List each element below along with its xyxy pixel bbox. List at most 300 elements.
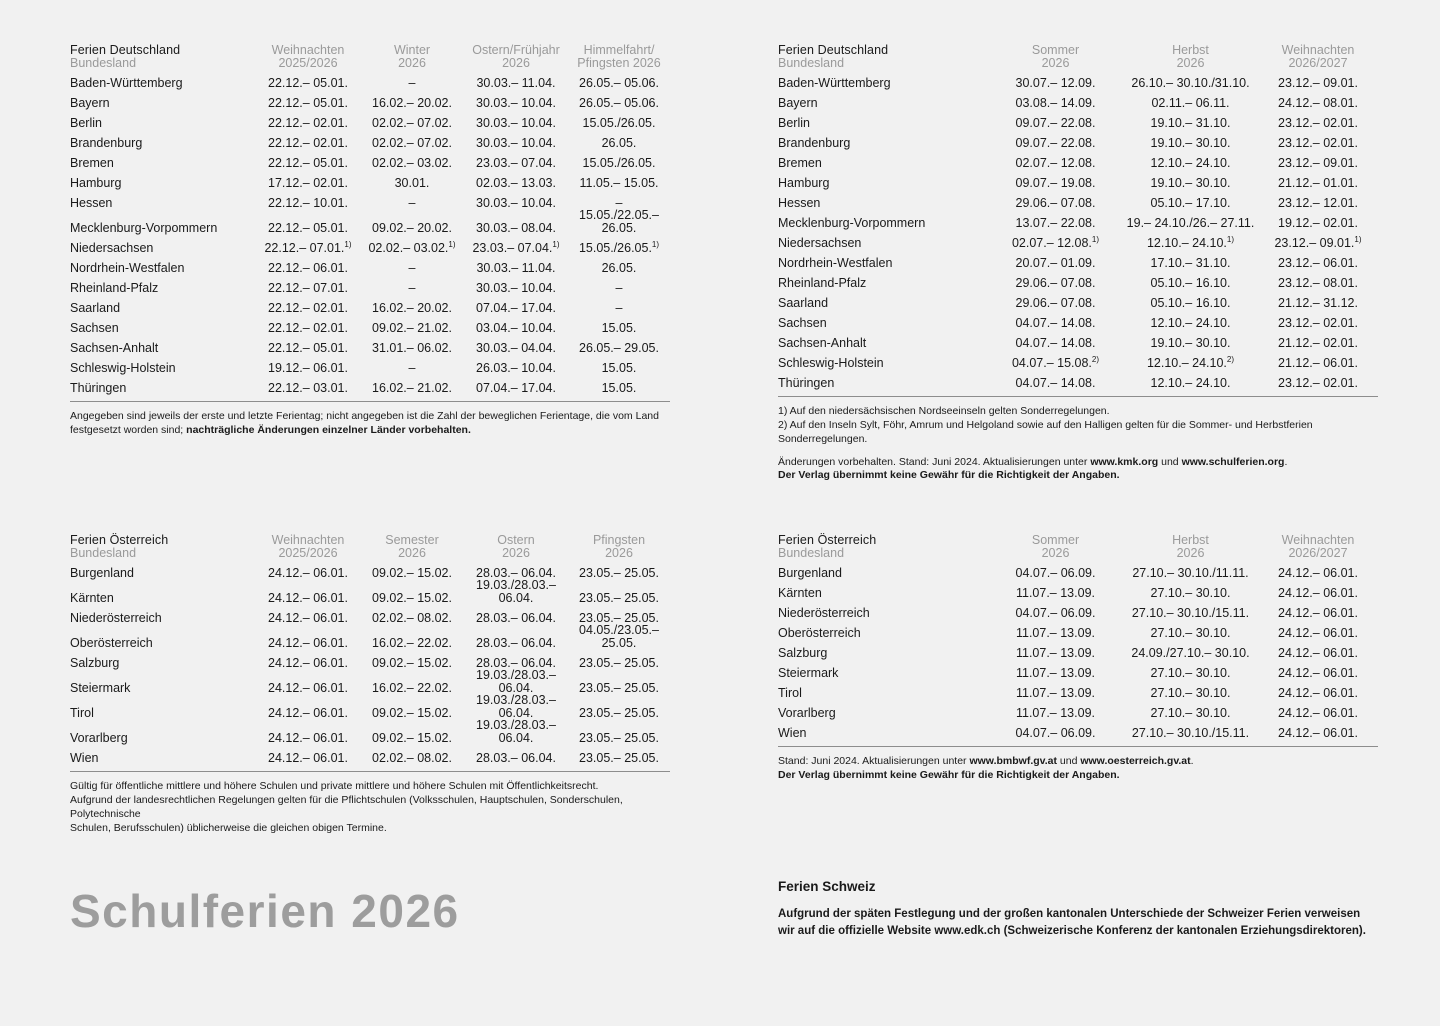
period-name-1: Herbst bbox=[1172, 43, 1209, 57]
table-row bbox=[778, 309, 1378, 329]
row-label: Baden-Württemberg bbox=[70, 75, 183, 90]
row-value: 11.07.– 13.09. bbox=[1015, 625, 1095, 640]
row-label: Bayern bbox=[70, 95, 110, 110]
row-value: 02.02.– 03.02.$^{1)}$ bbox=[368, 239, 456, 255]
row-value: 03.04.– 10.04. bbox=[476, 320, 556, 335]
row-value: 22.12.– 05.01. bbox=[268, 75, 348, 90]
table-row bbox=[778, 249, 1378, 269]
row-value: 30.03.– 10.04. bbox=[476, 135, 556, 150]
row-value: 24.09./27.10.– 30.10. bbox=[1131, 645, 1250, 660]
row-label: Schleswig-Holstein bbox=[778, 355, 884, 370]
row-value: 09.07.– 19.08. bbox=[1015, 175, 1096, 190]
row-label: Steiermark bbox=[70, 680, 131, 695]
row-value: 12.10.– 24.10. bbox=[1150, 155, 1231, 170]
row-label: Tirol bbox=[70, 705, 94, 720]
row-value: 11.07.– 13.09. bbox=[1015, 685, 1095, 700]
divider bbox=[778, 396, 1378, 397]
row-label: Burgenland bbox=[70, 565, 134, 580]
row-value: 29.06.– 07.08. bbox=[1015, 275, 1096, 290]
row-value: 30.03.– 10.04. bbox=[476, 280, 556, 295]
row-label: Thüringen bbox=[778, 375, 835, 390]
row-value: – bbox=[408, 195, 416, 210]
row-value: 30.01. bbox=[394, 175, 430, 190]
table-body bbox=[778, 559, 1378, 739]
row-value: 16.02.– 22.02. bbox=[372, 680, 452, 695]
row-value: 29.06.– 07.08. bbox=[1015, 295, 1096, 310]
row-value: 19.03./28.03.– 06.04. bbox=[476, 693, 556, 720]
row-value: – bbox=[615, 195, 623, 210]
row-value: – bbox=[408, 360, 416, 375]
table-title: Ferien Deutschland bbox=[778, 43, 889, 57]
source-line bbox=[778, 755, 1378, 769]
row-value: 02.02.– 08.02. bbox=[372, 610, 452, 625]
row-value: 24.12.– 06.01. bbox=[268, 565, 348, 580]
source-conj: und bbox=[1056, 755, 1081, 767]
row-value: 15.05. bbox=[601, 380, 637, 395]
row-label: Sachsen-Anhalt bbox=[70, 340, 159, 355]
row-value: 21.12.– 01.01. bbox=[1278, 175, 1358, 190]
row-value: 19.10.– 31.10. bbox=[1150, 115, 1231, 130]
period-year-0: 2026 bbox=[1041, 545, 1070, 560]
row-label: Salzburg bbox=[778, 645, 828, 660]
row-label: Nordrhein-Westfalen bbox=[778, 255, 893, 270]
row-value: 28.03.– 06.04. bbox=[476, 750, 556, 765]
row-value: 11.07.– 13.09. bbox=[1015, 645, 1095, 660]
row-value: 24.12.– 06.01. bbox=[1278, 625, 1358, 640]
row-label: Niederösterreich bbox=[70, 610, 162, 625]
row-label: Niederösterreich bbox=[778, 605, 870, 620]
row-value: 02.03.– 13.03. bbox=[476, 175, 556, 190]
source-suffix: . bbox=[1190, 755, 1194, 767]
row-value: 24.12.– 06.01. bbox=[268, 610, 348, 625]
row-value: 15.05./26.05. bbox=[582, 155, 656, 170]
row-value: 24.12.– 06.01. bbox=[268, 750, 348, 765]
table-title: Ferien Österreich bbox=[70, 533, 169, 547]
row-value: 19.03./28.03.– 06.04. bbox=[476, 718, 556, 745]
row-label: Sachsen-Anhalt bbox=[778, 335, 867, 350]
divider bbox=[70, 771, 670, 772]
table-subtitle: Bundesland bbox=[70, 55, 137, 70]
row-value: 04.07.– 06.09. bbox=[1015, 565, 1096, 580]
period-name-1: Winter bbox=[393, 43, 431, 57]
row-label: Rheinland-Pfalz bbox=[70, 280, 159, 295]
row-label: Bremen bbox=[778, 155, 822, 170]
row-value: 23.12.– 02.01. bbox=[1278, 135, 1358, 150]
table-row bbox=[778, 129, 1378, 149]
row-value: 28.03.– 06.04. bbox=[476, 565, 556, 580]
row-value: 21.12.– 02.01. bbox=[1278, 335, 1358, 350]
row-value: 24.12.– 06.01. bbox=[1278, 645, 1358, 660]
footnote-text bbox=[70, 410, 670, 438]
row-value: 24.12.– 06.01. bbox=[268, 635, 348, 650]
row-value: 09.02.– 15.02. bbox=[372, 730, 452, 745]
row-value: 22.12.– 02.01. bbox=[268, 320, 348, 335]
table-header-row-1 bbox=[778, 44, 1378, 57]
row-value: 19.03./28.03.– 06.04. bbox=[476, 578, 556, 605]
row-label: Brandenburg bbox=[70, 135, 143, 150]
row-value: 27.10.– 30.10. bbox=[1150, 685, 1231, 700]
row-value: 22.12.– 03.01. bbox=[268, 380, 348, 395]
row-value: 23.05.– 25.05. bbox=[579, 565, 659, 580]
table-row bbox=[70, 89, 670, 109]
period-name-2: Ostern bbox=[497, 533, 535, 547]
row-value: 09.07.– 22.08. bbox=[1015, 135, 1096, 150]
row-value: 27.10.– 30.10. bbox=[1150, 705, 1231, 720]
row-value: 30.03.– 11.04. bbox=[476, 260, 556, 275]
row-value: 02.07.– 12.08.$^{1)}$ bbox=[1011, 234, 1100, 250]
row-value: 09.02.– 20.02. bbox=[372, 220, 452, 235]
row-value: 30.07.– 12.09. bbox=[1015, 75, 1096, 90]
row-value: 13.07.– 22.08. bbox=[1015, 215, 1096, 230]
period-year-2: 2026 bbox=[502, 545, 530, 560]
table-header-row-2 bbox=[778, 547, 1378, 560]
row-value: 09.02.– 21.02. bbox=[372, 320, 452, 335]
row-label: Burgenland bbox=[778, 565, 842, 580]
table-row bbox=[778, 189, 1378, 209]
row-label: Schleswig-Holstein bbox=[70, 360, 176, 375]
row-label: Bayern bbox=[778, 95, 818, 110]
row-value: 04.07.– 14.08. bbox=[1015, 315, 1096, 330]
row-value: 16.02.– 21.02. bbox=[372, 380, 452, 395]
row-label: Hamburg bbox=[70, 175, 122, 190]
row-label: Vorarlberg bbox=[778, 705, 836, 720]
footnote-main: Angegeben sind jeweils der erste und letzte Ferientag; nicht angegeben ist die Zahl der beweglichen Ferientage, die vom Land festgesetzt worden sind; bbox=[70, 410, 659, 436]
row-label: Oberösterreich bbox=[70, 635, 153, 650]
table-row bbox=[70, 169, 670, 189]
row-value: 09.02.– 15.02. bbox=[372, 565, 452, 580]
row-value: 23.12.– 02.01. bbox=[1278, 375, 1358, 390]
row-value: 19.10.– 30.10. bbox=[1150, 175, 1231, 190]
row-label: Vorarlberg bbox=[70, 730, 128, 745]
row-label: Niedersachsen bbox=[778, 235, 862, 250]
table-row bbox=[70, 719, 670, 744]
row-label: Kärnten bbox=[70, 590, 114, 605]
row-value: 23.12.– 06.01. bbox=[1278, 255, 1358, 270]
row-value: 15.05. bbox=[601, 360, 637, 375]
row-label: Saarland bbox=[778, 295, 829, 310]
table-row bbox=[70, 189, 670, 209]
row-value: 02.11.– 06.11. bbox=[1151, 95, 1230, 110]
row-label: Hessen bbox=[70, 195, 113, 210]
row-value: 30.03.– 10.04. bbox=[476, 95, 556, 110]
row-value: 19.10.– 30.10. bbox=[1150, 335, 1231, 350]
period-year-1: 2026 bbox=[1176, 55, 1205, 70]
row-value: 26.03.– 10.04. bbox=[476, 360, 556, 375]
table-row bbox=[778, 639, 1378, 659]
row-value: 21.12.– 31.12. bbox=[1278, 295, 1358, 310]
row-value: 05.10.– 17.10. bbox=[1150, 195, 1231, 210]
row-value: 23.12.– 09.01.$^{1)}$ bbox=[1274, 234, 1362, 250]
row-value: 05.10.– 16.10. bbox=[1150, 295, 1231, 310]
ferien-deutschland-block-1 bbox=[70, 44, 670, 438]
row-label: Mecklenburg-Vorpommern bbox=[778, 215, 926, 230]
table-row bbox=[778, 289, 1378, 309]
row-value: 27.10.– 30.10./15.11. bbox=[1131, 725, 1250, 740]
disclaimer: Der Verlag übernimmt keine Gewähr für die Richtigkeit der Angaben. bbox=[778, 469, 1120, 482]
row-label: Wien bbox=[778, 725, 807, 740]
row-label: Sachsen bbox=[70, 320, 119, 335]
row-value: 16.02.– 20.02. bbox=[372, 300, 452, 315]
row-value: 27.10.– 30.10./15.11. bbox=[1131, 605, 1250, 620]
period-year-1: 2026 bbox=[398, 545, 426, 560]
row-value: 23.12.– 08.01. bbox=[1278, 275, 1358, 290]
row-value: 27.10.– 30.10. bbox=[1150, 625, 1231, 640]
period-name-1: Semester bbox=[385, 533, 439, 547]
row-value: 11.07.– 13.09. bbox=[1015, 585, 1095, 600]
table-row bbox=[778, 559, 1378, 579]
row-value: 22.12.– 07.01.$^{1)}$ bbox=[264, 239, 352, 255]
table-row bbox=[70, 624, 670, 649]
table-row bbox=[778, 659, 1378, 679]
table-header-row-1 bbox=[70, 44, 670, 57]
table-row bbox=[70, 604, 670, 624]
ferien-oesterreich-table-2 bbox=[778, 534, 1378, 739]
row-value: – bbox=[408, 260, 416, 275]
row-value: 22.12.– 02.01. bbox=[268, 115, 348, 130]
row-value: 19.12.– 06.01. bbox=[268, 360, 348, 375]
table-header-row-2 bbox=[70, 547, 670, 560]
row-value: 24.12.– 06.01. bbox=[1278, 705, 1358, 720]
row-value: 22.12.– 05.01. bbox=[268, 95, 348, 110]
row-label: Hamburg bbox=[778, 175, 830, 190]
table-row bbox=[70, 334, 670, 354]
row-value: 28.03.– 06.04. bbox=[476, 655, 556, 670]
source-conj: und bbox=[1158, 455, 1182, 468]
source-url-1: www.kmk.org bbox=[1090, 455, 1159, 468]
row-label: Oberösterreich bbox=[778, 625, 861, 640]
table-row bbox=[778, 89, 1378, 109]
period-name-3: Pfingsten bbox=[592, 533, 646, 547]
row-value: 15.05./22.05.– 26.05. bbox=[579, 208, 659, 235]
row-value: 02.02.– 07.02. bbox=[372, 115, 452, 130]
table-subtitle: Bundesland bbox=[70, 545, 137, 560]
row-value: 15.05. bbox=[601, 320, 637, 335]
row-value: 31.01.– 06.02. bbox=[372, 340, 452, 355]
ferien-deutschland-table-1 bbox=[70, 44, 670, 394]
source-suffix: . bbox=[1284, 455, 1288, 468]
row-value: 27.10.– 30.10. bbox=[1150, 665, 1231, 680]
row-label: Baden-Württemberg bbox=[778, 75, 891, 90]
row-value: 23.12.– 12.01. bbox=[1278, 195, 1358, 210]
row-value: 22.12.– 05.01. bbox=[268, 220, 348, 235]
row-value: 23.12.– 02.01. bbox=[1278, 315, 1358, 330]
source-prefix: Änderungen vorbehalten. Stand: Juni 2024. Aktualisierungen unter bbox=[778, 455, 1091, 468]
divider bbox=[70, 401, 670, 402]
row-value: 23.05.– 25.05. bbox=[579, 730, 659, 745]
row-value: 19.10.– 30.10. bbox=[1150, 135, 1231, 150]
row-label: Rheinland-Pfalz bbox=[778, 275, 867, 290]
row-value: 11.07.– 13.09. bbox=[1015, 665, 1095, 680]
table-row bbox=[70, 694, 670, 719]
row-value: 24.12.– 06.01. bbox=[1278, 685, 1358, 700]
table-row bbox=[70, 559, 670, 579]
period-name-0: Sommer bbox=[1031, 43, 1080, 57]
period-year-0: 2026 bbox=[1041, 55, 1070, 70]
row-label: Sachsen bbox=[778, 315, 827, 330]
page-title: Schulferien 2026 bbox=[70, 885, 460, 937]
row-value: 26.05. bbox=[601, 135, 637, 150]
table-header-row-1 bbox=[70, 534, 670, 547]
row-value: 15.05./26.05.$^{1)}$ bbox=[578, 239, 660, 255]
source-prefix: Stand: Juni 2024. Aktualisierungen unter bbox=[778, 755, 970, 767]
row-value: 12.10.– 24.10.$^{2)}$ bbox=[1146, 354, 1235, 370]
row-value: 19.12.– 02.01. bbox=[1278, 215, 1358, 230]
row-value: 02.02.– 07.02. bbox=[372, 135, 452, 150]
table-row bbox=[70, 744, 670, 764]
row-value: 26.05. bbox=[601, 260, 637, 275]
row-value: 28.03.– 06.04. bbox=[476, 635, 556, 650]
table-header-row-2 bbox=[778, 57, 1378, 70]
row-label: Wien bbox=[70, 750, 99, 765]
table-body bbox=[70, 69, 670, 394]
row-value: 24.12.– 06.01. bbox=[1278, 585, 1358, 600]
table-row bbox=[778, 349, 1378, 369]
table-row bbox=[778, 109, 1378, 129]
footnote-line-3: Schulen, Berufsschulen) üblicherweise die gleichen obigen Termine. bbox=[70, 821, 387, 834]
table-row bbox=[70, 234, 670, 254]
period-name-1: Herbst bbox=[1172, 533, 1209, 547]
table-row bbox=[778, 329, 1378, 349]
table-body bbox=[70, 559, 670, 764]
row-value: 26.05.– 05.06. bbox=[579, 95, 659, 110]
row-value: 27.10.– 30.10./11.11. bbox=[1132, 565, 1249, 580]
footnote-text bbox=[778, 755, 1378, 783]
period-year-2: 2026/2027 bbox=[1288, 545, 1348, 560]
row-label: Berlin bbox=[778, 115, 810, 130]
row-label: Steiermark bbox=[778, 665, 839, 680]
row-value: 22.12.– 02.01. bbox=[268, 300, 348, 315]
row-label: Saarland bbox=[70, 300, 121, 315]
footnote-2: 2) Auf den Inseln Sylt, Föhr, Amrum und Helgoland sowie auf den Halligen gelten für die Sommer- und Herbstferien Sonderregelungen. bbox=[778, 418, 1313, 445]
row-value: 23.05.– 25.05. bbox=[579, 590, 659, 605]
row-value: 27.10.– 30.10. bbox=[1150, 585, 1231, 600]
row-value: 30.03.– 04.04. bbox=[476, 340, 556, 355]
row-value: 04.07.– 14.08. bbox=[1015, 335, 1096, 350]
row-value: 24.12.– 06.01. bbox=[268, 730, 348, 745]
row-value: 22.12.– 05.01. bbox=[268, 155, 348, 170]
row-value: 09.07.– 22.08. bbox=[1015, 115, 1096, 130]
row-value: 30.03.– 08.04. bbox=[476, 220, 556, 235]
row-value: 12.10.– 24.10. bbox=[1150, 315, 1231, 330]
disclaimer: Der Verlag übernimmt keine Gewähr für die Richtigkeit der Angaben. bbox=[778, 768, 1120, 781]
row-value: 23.05.– 25.05. bbox=[579, 610, 659, 625]
row-value: 23.03.– 07.04.$^{1)}$ bbox=[472, 239, 560, 255]
row-value: 15.05./26.05. bbox=[582, 115, 656, 130]
period-year-1: 2026 bbox=[398, 55, 426, 70]
period-name-0: Weihnachten bbox=[271, 533, 345, 547]
ferien-schweiz-title: Ferien Schweiz bbox=[778, 879, 876, 894]
row-value: 24.12.– 08.01. bbox=[1278, 95, 1358, 110]
row-value: 24.12.– 06.01. bbox=[268, 680, 348, 695]
row-value: 30.03.– 10.04. bbox=[476, 195, 556, 210]
period-name-2: Ostern/Frühjahr bbox=[472, 43, 560, 57]
row-value: 11.05.– 15.05. bbox=[579, 175, 659, 190]
row-label: Niedersachsen bbox=[70, 240, 154, 255]
table-subtitle: Bundesland bbox=[778, 55, 845, 70]
footnote-text bbox=[70, 780, 670, 835]
row-value: 23.05.– 25.05. bbox=[579, 680, 659, 695]
row-value: 22.12.– 02.01. bbox=[268, 135, 348, 150]
row-label: Tirol bbox=[778, 685, 802, 700]
period-name-0: Sommer bbox=[1031, 533, 1080, 547]
row-value: 12.10.– 24.10. bbox=[1150, 375, 1231, 390]
period-year-0: 2025/2026 bbox=[278, 545, 338, 560]
row-value: 05.10.– 16.10. bbox=[1150, 275, 1231, 290]
row-value: 04.07.– 14.08. bbox=[1015, 375, 1096, 390]
period-year-3: 2026 bbox=[605, 545, 633, 560]
row-value: 03.08.– 14.09. bbox=[1015, 95, 1096, 110]
row-value: 09.02.– 15.02. bbox=[372, 705, 452, 720]
row-label: Berlin bbox=[70, 115, 102, 130]
period-name-2: Weihnachten bbox=[1281, 43, 1355, 57]
table-row bbox=[778, 209, 1378, 229]
row-value: 26.05.– 05.06. bbox=[579, 75, 659, 90]
ferien-deutschland-block-2 bbox=[778, 44, 1378, 483]
table-row bbox=[778, 599, 1378, 619]
row-value: 07.04.– 17.04. bbox=[476, 380, 556, 395]
row-value: 23.03.– 07.04. bbox=[476, 155, 556, 170]
footnote-line-2: Aufgrund der landesrechtlichen Regelungen gelten für die Pflichtschulen (Volksschulen, Hauptschulen, Sonderschulen, Polytechnische bbox=[70, 793, 623, 820]
row-value: 04.07.– 15.08.$^{2)}$ bbox=[1011, 354, 1100, 370]
source-url-2: www.schulferien.org bbox=[1181, 455, 1285, 468]
period-year-3: Pfingsten 2026 bbox=[577, 55, 661, 70]
row-value: 24.12.– 06.01. bbox=[1278, 665, 1358, 680]
period-name-3: Himmelfahrt/ bbox=[583, 43, 655, 57]
row-value: 02.02.– 08.02. bbox=[372, 750, 452, 765]
source-line bbox=[778, 456, 1378, 470]
row-value: 22.12.– 07.01. bbox=[268, 280, 348, 295]
table-row bbox=[778, 719, 1378, 739]
row-value: – bbox=[615, 300, 623, 315]
row-value: 22.12.– 05.01. bbox=[268, 340, 348, 355]
period-year-2: 2026 bbox=[502, 55, 530, 70]
row-label: Bremen bbox=[70, 155, 114, 170]
row-value: 26.05.– 29.05. bbox=[579, 340, 659, 355]
row-value: 09.02.– 15.02. bbox=[372, 590, 452, 605]
row-value: 24.12.– 06.01. bbox=[1278, 725, 1358, 740]
table-row bbox=[70, 294, 670, 314]
footnote-bold: nachträgliche Änderungen einzelner Länder vorbehalten. bbox=[186, 423, 471, 436]
source-url-1: www.bmbwf.gv.at bbox=[969, 755, 1057, 767]
row-value: 23.12.– 09.01. bbox=[1278, 75, 1358, 90]
row-value: 24.12.– 06.01. bbox=[1278, 565, 1358, 580]
row-value: – bbox=[615, 280, 623, 295]
table-row bbox=[70, 149, 670, 169]
table-row bbox=[70, 274, 670, 294]
row-value: 24.12.– 06.01. bbox=[268, 590, 348, 605]
table-row bbox=[70, 374, 670, 394]
row-value: 29.06.– 07.08. bbox=[1015, 195, 1096, 210]
row-value: 17.10.– 31.10. bbox=[1150, 255, 1231, 270]
table-row bbox=[70, 649, 670, 669]
footnote-line-1: Gültig für öffentliche mittlere und höhere Schulen und private mittlere und höhere Schulen mit Öffentlichkeitsrecht. bbox=[70, 780, 599, 792]
table-subtitle: Bundesland bbox=[778, 545, 845, 560]
row-label: Hessen bbox=[778, 195, 821, 210]
period-year-1: 2026 bbox=[1176, 545, 1205, 560]
period-year-2: 2026/2027 bbox=[1288, 55, 1348, 70]
divider bbox=[778, 746, 1378, 747]
period-name-0: Weihnachten bbox=[271, 43, 345, 57]
row-value: 30.03.– 10.04. bbox=[476, 115, 556, 130]
row-value: 16.02.– 22.02. bbox=[372, 635, 452, 650]
row-value: 26.10.– 30.10./31.10. bbox=[1131, 75, 1250, 90]
table-row bbox=[778, 269, 1378, 289]
table-row bbox=[70, 69, 670, 89]
table-row bbox=[70, 314, 670, 334]
ferien-oesterreich-block-2 bbox=[778, 534, 1378, 783]
table-row bbox=[778, 169, 1378, 189]
row-value: 22.12.– 10.01. bbox=[268, 195, 348, 210]
